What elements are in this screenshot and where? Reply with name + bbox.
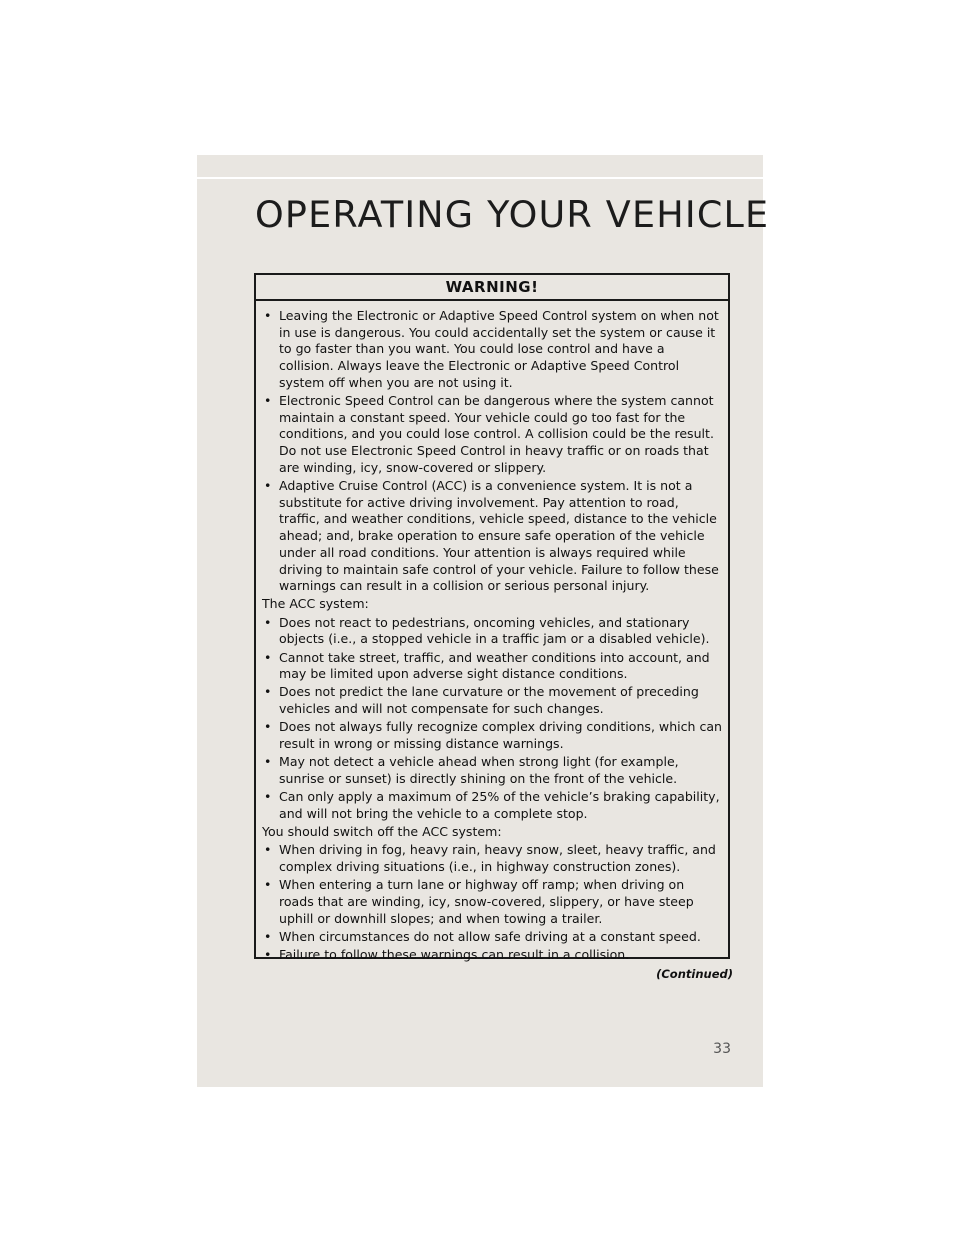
warning-item — [262, 929, 722, 946]
warning-item-text: When circumstances do not allow safe driving at a constant speed. — [279, 928, 701, 944]
warning-item-text: Does not react to pedestrians, oncoming vehicles, and stationary objects (i.e., a stopped vehicle in a traffic jam or a disabled vehicle). — [279, 614, 710, 647]
warning-item — [262, 719, 722, 752]
warning-title: WARNING! — [256, 275, 728, 301]
warning-item-text: When driving in fog, heavy rain, heavy snow, sleet, heavy traffic, and complex driving situations (i.e., in highway construction zones). — [279, 842, 716, 874]
warning-item — [262, 393, 722, 477]
warning-item-text: Cannot take street, traffic, and weather conditions into account, and may be limited upon adverse sight distance conditions. — [279, 649, 710, 682]
warning-item-text: Adaptive Cruise Control (ACC) is a convenience system. It is not a substitute for active driving involvement. Pay attention to road, traffic, and weather conditions, vehicle speed, distance to the vehicle ahead; and, brake operation to ensure safe operation of the vehicle under all road conditions. Your attention is always required while driving to maintain safe control of your vehicle. Failure to follow these warnings can result in a collision or serious personal injury. — [279, 478, 719, 594]
warning-item — [262, 877, 722, 927]
warning-body — [256, 301, 728, 964]
bullet-icon: • — [264, 928, 272, 944]
warning-item-text: Does not always fully recognize complex driving conditions, which can result in wrong or missing distance warnings. — [279, 719, 723, 752]
warning-item-text: Can only apply a maximum of 25% of the vehicle’s braking capability, and will not bring the vehicle to a complete stop. — [279, 789, 720, 821]
warning-item — [262, 842, 722, 875]
warning-item-text: Does not predict the lane curvature or the movement of preceding vehicles and will not compensate for such changes. — [279, 684, 699, 717]
warning-item-text: Failure to follow these warnings can result in a collision. — [279, 947, 630, 963]
header-rule — [197, 177, 763, 179]
bullet-icon: • — [264, 789, 272, 805]
warning-box — [254, 273, 730, 963]
bullet-icon: • — [264, 877, 272, 893]
bullet-icon: • — [264, 649, 272, 665]
warning-item-text: When entering a turn lane or highway off ramp; when driving on roads that are winding, icy, snow-covered, slippery, or have steep uphill or downhill slopes; and when towing a trailer. — [279, 877, 694, 926]
warning-item-text: Leaving the Electronic or Adaptive Speed Control system on when not in use is dangerous. You could accidentally set the system or cause it to go faster than you want. You could lose control and have a collision. Always leave the Electronic or Adaptive Speed Control system off when you are not using it. — [279, 308, 719, 390]
acc-intro: The ACC system: — [262, 596, 369, 612]
bullet-icon: • — [264, 947, 272, 963]
warning-list-general — [262, 308, 722, 595]
bullet-icon: • — [264, 478, 272, 494]
warning-item-text: May not detect a vehicle ahead when strong light (for example, sunrise or sunset) is directly shining on the front of the vehicle. — [279, 754, 679, 786]
warning-item — [262, 650, 722, 683]
warning-list-acc — [262, 615, 722, 823]
manual-page — [197, 155, 770, 1087]
bullet-icon: • — [264, 754, 272, 770]
bullet-icon: • — [264, 393, 272, 409]
bullet-icon: • — [264, 842, 272, 858]
bullet-icon: • — [264, 684, 272, 700]
page-number: 33 — [713, 1041, 731, 1057]
warning-item — [262, 308, 722, 392]
bullet-icon: • — [264, 614, 272, 630]
section-title: OPERATING YOUR VEHICLE — [255, 193, 770, 236]
continued-label: (Continued) — [656, 967, 733, 981]
warning-item — [262, 478, 722, 595]
warning-item-text: Electronic Speed Control can be dangerous where the system cannot maintain a constant speed. Your vehicle could go too fast for the conditions, and you could lose control. A collision could be the result. Do not use Electronic Speed Control in heavy traffic or on roads that are winding, icy, snow-covered or slippery. — [279, 393, 714, 475]
warning-item — [262, 754, 722, 787]
warning-item — [262, 684, 722, 717]
warning-item — [262, 615, 722, 648]
warning-list-switch-off — [262, 842, 722, 963]
bullet-icon: • — [264, 719, 272, 735]
warning-item — [262, 947, 722, 964]
warning-item — [262, 789, 722, 822]
switch-off-intro: You should switch off the ACC system: — [262, 824, 502, 840]
bullet-icon: • — [264, 308, 272, 323]
